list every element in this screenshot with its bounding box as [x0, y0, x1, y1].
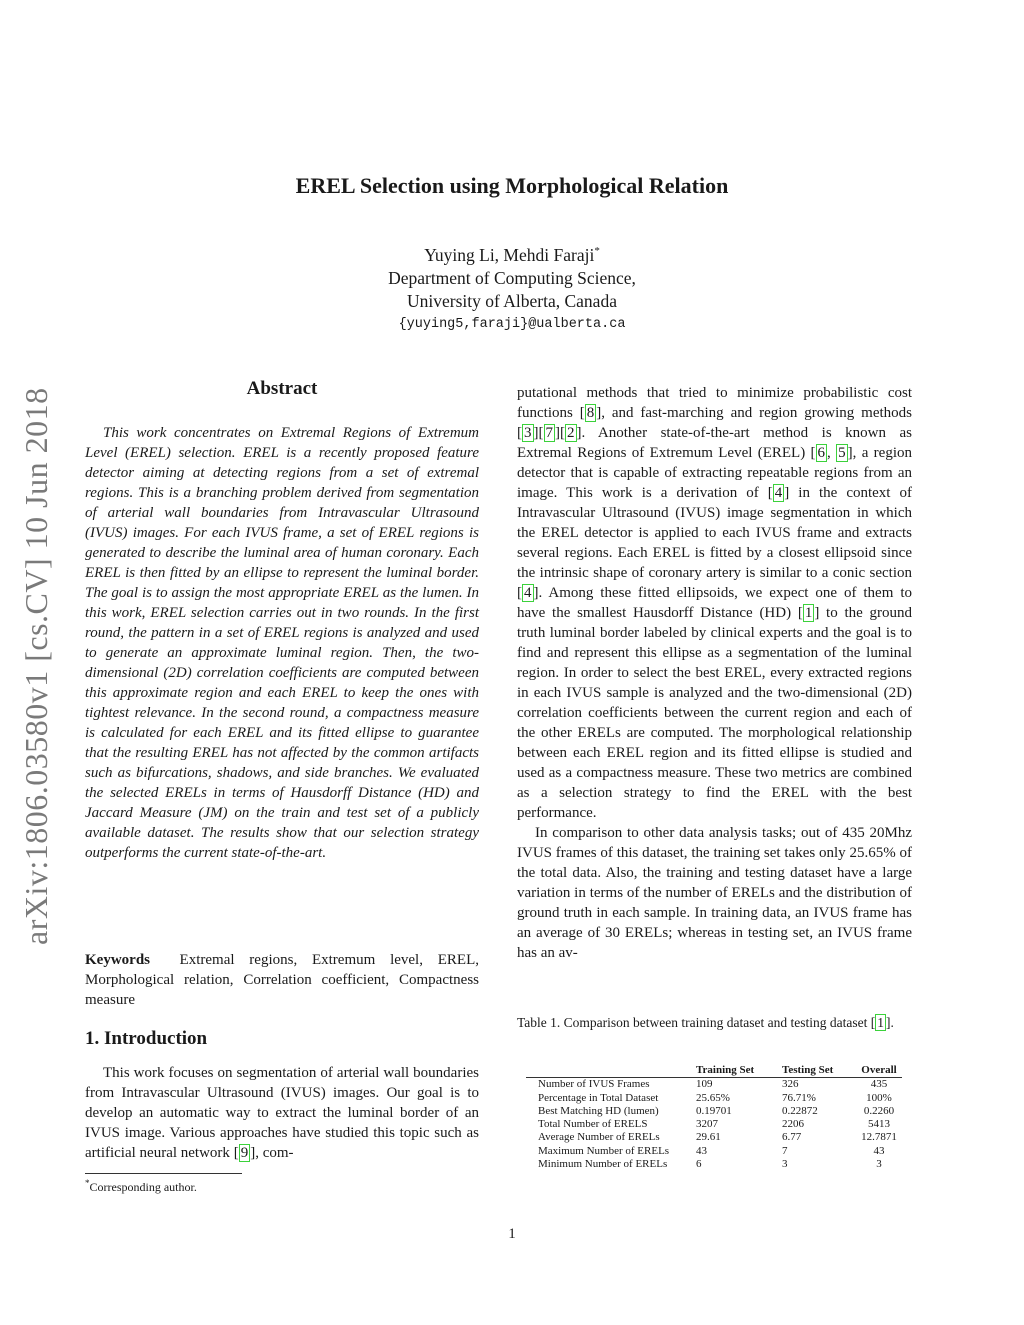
citation-link[interactable]: 4 — [774, 485, 783, 501]
text-run: , a region detector that is capable of extracting repeatable regions from an image. This work is a derivation of — [517, 445, 913, 501]
page-number: 1 — [508, 1226, 516, 1242]
citation-link[interactable]: 8 — [586, 405, 595, 421]
citation-link[interactable]: 3 — [524, 425, 532, 441]
intro-text-b: , com- — [255, 1145, 294, 1161]
table-cell: Average Number of ERELs — [538, 1131, 660, 1144]
table-cell: Minimum Number of ERELs — [538, 1158, 668, 1171]
table-header: Training Set — [692, 1064, 778, 1078]
table-cell: 7 — [782, 1144, 788, 1157]
citation-link[interactable]: 5 — [838, 445, 846, 461]
citation-link[interactable]: 2 — [567, 425, 575, 441]
abstract-body — [85, 423, 479, 863]
table-header: Overall — [856, 1064, 902, 1078]
table-row — [526, 1145, 902, 1158]
citation-link[interactable]: 1 — [877, 1015, 884, 1030]
table-cell: 5413 — [868, 1118, 890, 1131]
table-body — [526, 1078, 902, 1172]
table-row — [526, 1158, 902, 1171]
right-paragraph-1: putational methods that tried to minimize probabilistic cost functions [ 8 ], and fast-marching and region growing methods [ 3 ][ 7 ][ 2 ]. Another state-of-the-art method is known as Extremal Regions of Extremum Level (EREL) [ 6 , 5 ], a region detector that is capable of extracting repeatable regions from an image. This work is a derivation of [ 4 ] in the context of Intravascular Ultrasound (IVUS) image segmentation in which the EREL detector is applied to each IVUS frame and extracts several regions. Each EREL is fitted by a closest ellipsoid since the intrinsic shape of coronary artery is similar to a conic section [ 4 ]. Among these fitted ellipsoids, we expect one of them to have the smallest Hausdorff Distance (HD) [ 1 ] to the ground truth luminal border labeled by clinical experts and the goal is to find and represent this ellipse as a segmentation of the luminal region. In order to select the best EREL, every extracted regions in each IVUS sample is analyzed and the two-dimensional (2D) correlation coefficients between the current region and each of the other ERELs are computed. The morphological relationship between each EREL region and its fitted ellipse is studied and used as a compactness measure. These two metrics are combined as a selection strategy to find the EREL with the best performance. — [517, 385, 913, 821]
table-cell: 2206 — [782, 1118, 804, 1131]
caption-text: Table 1. Comparison between training dataset and testing dataset — [517, 1015, 871, 1030]
table-cell: 6.77 — [782, 1131, 802, 1144]
abstract-heading: Abstract — [246, 378, 318, 399]
table-cell: 109 — [696, 1078, 713, 1091]
author-email[interactable]: {yuying5,faraji}@ualberta.ca — [398, 316, 626, 332]
text-run: in the context of Intravascular Ultrasound (IVUS) image segmentation in which the EREL detector is applied to each IVUS frame and extracts several regions. Each EREL is fitted by a closest ellipsoid since the intrinsic shape of coronary artery is similar to a conic section — [517, 485, 912, 581]
citation-link[interactable]: 4 — [524, 585, 532, 601]
footnote-mark: * — [85, 1178, 90, 1188]
footnote-rule — [85, 1173, 242, 1174]
table-cell: 12.7871 — [861, 1131, 897, 1144]
table-cell: 3 — [782, 1158, 788, 1171]
table-cell: 76.71% — [782, 1091, 816, 1104]
table-row — [526, 1118, 902, 1131]
table-cell: 0.19701 — [696, 1104, 732, 1117]
citation-link[interactable]: 7 — [545, 425, 553, 441]
intro-body: This work focuses on segmentation of arterial wall boundaries from Intravascular Ultrasound (IVUS) images. Our goal is to develop an automatic way to extract the luminal border of an IVUS image. Various approaches have studied this topic such as artificial neural network [ 9 ], com- — [85, 1065, 479, 1161]
text-run: . Among these fitted ellipsoids, we expect one of them to have the smallest Hausdorff Distance (HD) — [517, 585, 912, 621]
table-row — [526, 1092, 902, 1105]
keywords-section — [85, 950, 479, 1010]
keywords-label: Keywords — [85, 952, 150, 968]
corresponding-mark: * — [594, 245, 600, 257]
table-cell: 435 — [870, 1078, 888, 1091]
table-cell: 0.2260 — [863, 1104, 895, 1117]
author-university: University of Alberta, Canada — [407, 290, 617, 311]
right-column-body — [517, 383, 912, 963]
table-cell: 25.65% — [696, 1091, 730, 1104]
table-cell: Number of IVUS Frames — [538, 1078, 650, 1091]
keywords-text: Extremal regions, Extremum level, EREL, Morphological relation, Correlation coefficient, Compactness measure — [85, 952, 479, 1008]
table-cell: Best Matching HD (lumen) — [538, 1104, 659, 1117]
table-cell: Percentage in Total Dataset — [538, 1091, 659, 1104]
footnote-text: Corresponding author. — [89, 1180, 197, 1194]
table-cell: 0.22872 — [782, 1104, 818, 1117]
table-cell: Maximum Number of ERELs — [538, 1144, 670, 1157]
table-row — [526, 1078, 902, 1092]
table-row — [526, 1131, 902, 1144]
author-names: Yuying Li, Mehdi Faraji — [424, 244, 595, 265]
table-cell: 29.61 — [696, 1131, 721, 1144]
table-header-row — [526, 1064, 902, 1078]
citation-link[interactable]: 6 — [817, 445, 826, 461]
comparison-table — [526, 1064, 902, 1171]
table-header — [526, 1064, 692, 1078]
table-cell: 3207 — [696, 1118, 718, 1131]
abstract-text: This work concentrates on Extremal Regions of Extremum Level (EREL) selection. EREL is a recently proposed feature detector aiming at detecting regions from a set of extremal regions. This is a branching problem derived from segmentation of arterial wall boundaries from Intravascular Ultrasound (IVUS) images. For each IVUS frame, a set of EREL regions is generated to describe the luminal area of human coronary. Each EREL is then fitted by an ellipse to represent the luminal border. The goal is to assign the most appropriate EREL as the lumen. In this work, EREL selection carries out in two rounds. In the first round, the pattern in a set of EREL regions is analyzed and used to generate an approximate luminal region. Then, the two-dimensional (2D) correlation coefficients are computed between this approximate region and each EREL to keep the ones with tightest relevance. In the second round, a compactness measure is calculated for each EREL and its fitted ellipse to guarantee that the resulting EREL has not affected by the common artifacts such as bifurcations, shadows, and side branches. We evaluated the selected ERELs in terms of Hausdorff Distance (HD) and Jaccard Measure (JM) on the train and test set of a publicly available dataset. The results show that our selection strategy outperforms the current state-of-the-art. — [85, 425, 479, 861]
table-cell: 100% — [866, 1091, 892, 1104]
table-caption: Table 1. Comparison between training dataset and testing dataset [ 1 ]. — [517, 1015, 894, 1030]
author-block — [0, 240, 1024, 336]
right-paragraph-2: In comparison to other data analysis tasks; out of 435 20Mhz IVUS frames of this dataset, the training set takes only 25.65% of the total data. Also, the training and testing dataset have a large variation in terms of the number of ERELs and the distribution of ground truth in each sample. In training data, an IVUS frame has an average of 30 ERELs; whereas in testing set, an IVUS frame has an av- — [517, 825, 912, 961]
table-cell: 6 — [696, 1158, 702, 1171]
text-run: , and fast-marching and region growing methods — [601, 405, 913, 421]
text-run: to the ground truth luminal border labeled by clinical experts and the goal is to find and represent this ellipse as a segmentation of the luminal region. In order to select the best EREL, every extracted regions in each IVUS sample is analyzed and the two-dimensional (2D) correlation coefficients between the current region and each of the other ERELs are computed. The morphological relationship between each EREL region and its fitted ellipse is studied and used as a compactness measure. These two metrics are combined as a selection strategy to find the EREL with the best performance. — [517, 605, 912, 821]
author-department: Department of Computing Science, — [388, 267, 636, 288]
intro-heading: 1. Introduction — [85, 1028, 208, 1049]
table-cell: 43 — [696, 1144, 707, 1157]
table-cell: 43 — [873, 1144, 885, 1157]
text-run: putational methods that tried to minimize probabilistic cost functions — [517, 385, 912, 421]
text-run: . Another state-of-the-art method is known as Extremal Regions of Extremum Level (EREL) — [517, 425, 912, 461]
paper-title: EREL Selection using Morphological Relation — [295, 173, 729, 198]
citation-link[interactable]: 9 — [240, 1145, 249, 1161]
footnote — [85, 1178, 197, 1195]
caption-end: . — [890, 1015, 894, 1030]
arxiv-stamp: arXiv:1806.03580v1 [cs.CV] 10 Jun 2018 — [18, 387, 54, 945]
table-cell: Total Number of ERELS — [538, 1118, 648, 1131]
table-cell: 326 — [782, 1078, 799, 1091]
table-cell: 3 — [876, 1158, 882, 1171]
intro-text-a: This work focuses on segmentation of arterial wall boundaries from Intravascular Ultrasound (IVUS) images. Our goal is to develop an automatic way to extract the luminal border of an IVUS image. Various approaches have studied this topic such as artificial neural network — [85, 1065, 479, 1161]
table-row — [526, 1105, 902, 1118]
table-header: Testing Set — [778, 1064, 856, 1078]
citation-link[interactable]: 1 — [804, 605, 813, 621]
